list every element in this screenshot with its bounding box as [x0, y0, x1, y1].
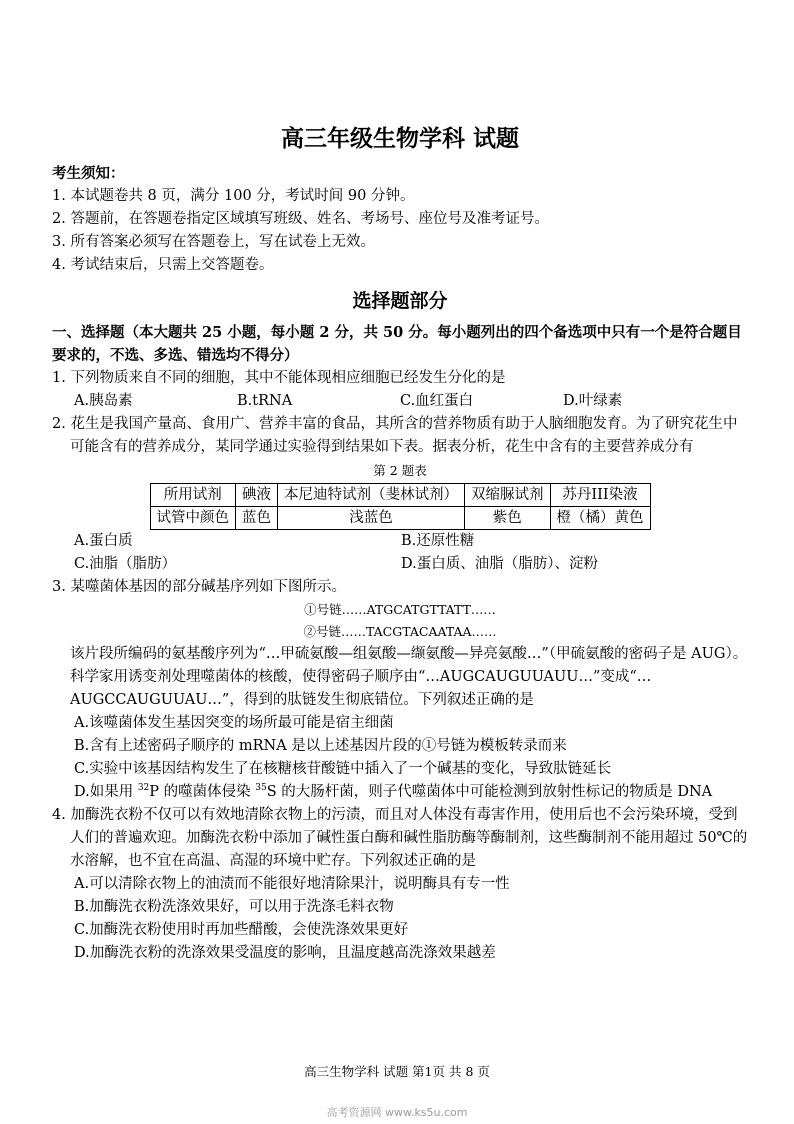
- question-3: [52, 576, 748, 804]
- table-row: [150, 507, 650, 530]
- watermark: 高考资源网 www.ks5u.com: [326, 1106, 468, 1119]
- exam-title: 高三年级生物学科 试题: [280, 125, 519, 152]
- isotope-superscript: 35: [255, 783, 267, 794]
- table-cell: 浅蓝色: [278, 507, 465, 530]
- option-row: [52, 390, 748, 413]
- table-cell: 橙（橘）黄色: [550, 507, 650, 530]
- isotope-superscript: 32: [137, 783, 150, 794]
- option-a: A.该噬菌体发生基因突变的场所最可能是宿主细菌: [74, 715, 394, 731]
- notice-item: 4. 考试结束后，只需上交答题卷。: [52, 257, 274, 273]
- option-row: [52, 530, 748, 553]
- table-caption: 第 2 题表: [373, 463, 427, 478]
- question-4: [52, 804, 748, 965]
- table-cell: 紫色: [465, 507, 551, 530]
- option-b: B.含有上述密码子顺序的 mRNA 是以上述基因片段的①号链为模板转录而来: [74, 738, 567, 754]
- dna-strand-2: ②号链……TACGTACAATAA……: [303, 624, 497, 639]
- option-d-text: P 的噬菌体侵染: [149, 784, 256, 800]
- option-c: C.加酶洗衣粉使用时再加些醋酸，会使洗涤效果更好: [74, 922, 409, 938]
- question-stem: 2. 花生是我国产量高、食用广、营养丰富的食品，其所含的营养物质有助于人脑细胞发育。为了研究花生中可能含有的营养成分，某同学通过实验得到结果如下表。据表分析，花生中含有的主要营养成分有: [52, 416, 738, 455]
- notice-heading: 考生须知：: [52, 165, 125, 182]
- option-c: C.血红蛋白: [400, 393, 474, 409]
- option-d-text: D.如果用: [74, 784, 138, 800]
- page-footer: 高三生物学科 试题 第1页 共 8 页: [304, 1064, 490, 1079]
- dna-strand-1: ①号链……ATGCATGTTATT……: [304, 602, 496, 617]
- option-d-text: S 的大肠杆菌，则子代噬菌体中可能检测到放射性标记的物质是 DNA: [266, 784, 713, 800]
- exam-page: [52, 124, 748, 965]
- option-d: D.叶绿素: [563, 393, 623, 409]
- question-1: [52, 367, 748, 413]
- section-title: 选择题部分: [352, 290, 448, 312]
- question-stem: 4. 加酶洗衣粉不仅可以有效地清除衣物上的污渍，而且对人体没有毒害作用，使用后也不会污染环境，受到人们的普遍欢迎。加酶洗衣粉中添加了碱性蛋白酶和碱性脂肪酶等酶制剂，这些酶制剂不能用超过 50℃的水溶解，也不宜在高温、高湿的环境中贮存。下列叙述正确的是: [52, 807, 748, 869]
- option-b: B.加酶洗衣粉洗涤效果好，可以用于洗涤毛料衣物: [74, 899, 394, 915]
- option-c: C.实验中该基因结构发生了在核糖核苷酸链中插入了一个碱基的变化，导致肽链延长: [74, 761, 612, 777]
- option-row: [52, 553, 748, 576]
- reagent-table: [150, 483, 651, 530]
- table-cell: 试管中颜色: [150, 507, 236, 530]
- option-b: B.还原性糖: [401, 533, 475, 549]
- option-d: D.加酶洗衣粉的洗涤效果受温度的影响，且温度越高洗涤效果越差: [74, 945, 496, 961]
- table-cell: 本尼迪特试剂（斐林试剂）: [278, 484, 465, 507]
- table-cell: 苏丹III染液: [550, 484, 650, 507]
- option-a: A.蛋白质: [74, 533, 133, 549]
- table-cell: 所用试剂: [150, 484, 236, 507]
- option-a: A.胰岛素: [74, 393, 133, 409]
- option-c: C.油脂（脂肪）: [74, 556, 177, 572]
- part-heading: 一、选择题（本大题共 25 小题，每小题 2 分，共 50 分。每小题列出的四个备选项中只有一个是符合题目要求的，不选、多选、错选均不得分）: [52, 324, 742, 364]
- question-stem: 1. 下列物质来自不同的细胞，其中不能体现相应细胞已经发生分化的是: [52, 370, 506, 386]
- question-paragraph: 该片段所编码的氨基酸序列为“…甲硫氨酸—组氨酸—缬氨酸—异亮氨酸…”（甲硫氨酸的密码子是 AUG）。科学家用诱变剂处理噬菌体的核酸，使得密码子顺序由“…AUGCAUGUUAUU…”变成“…AUGCCAUGUUAU…”，得到的肽链发生彻底错位。下列叙述正确的是: [70, 646, 748, 708]
- option-b: B.tRNA: [237, 393, 293, 409]
- notice-item: 1. 本试题卷共 8 页，满分 100 分，考试时间 90 分钟。: [52, 188, 415, 204]
- notice-block: [52, 162, 748, 277]
- option-a: A.可以清除衣物上的油渍而不能很好地清除果汁，说明酶具有专一性: [74, 876, 510, 892]
- table-row: [150, 484, 650, 507]
- question-2: [52, 413, 748, 576]
- table-cell: 碘液: [236, 484, 278, 507]
- question-stem: 3. 某噬菌体基因的部分碱基序列如下图所示。: [52, 579, 346, 595]
- table-cell: 双缩脲试剂: [465, 484, 551, 507]
- option-d: D.蛋白质、油脂（脂肪）、淀粉: [401, 556, 598, 572]
- notice-item: 3. 所有答案必须写在答题卷上，写在试卷上无效。: [52, 234, 375, 250]
- table-cell: 蓝色: [236, 507, 278, 530]
- option-d: [52, 781, 748, 804]
- notice-item: 2. 答题前，在答题卷指定区域填写班级、姓名、考场号、座位号及准考证号。: [52, 211, 549, 227]
